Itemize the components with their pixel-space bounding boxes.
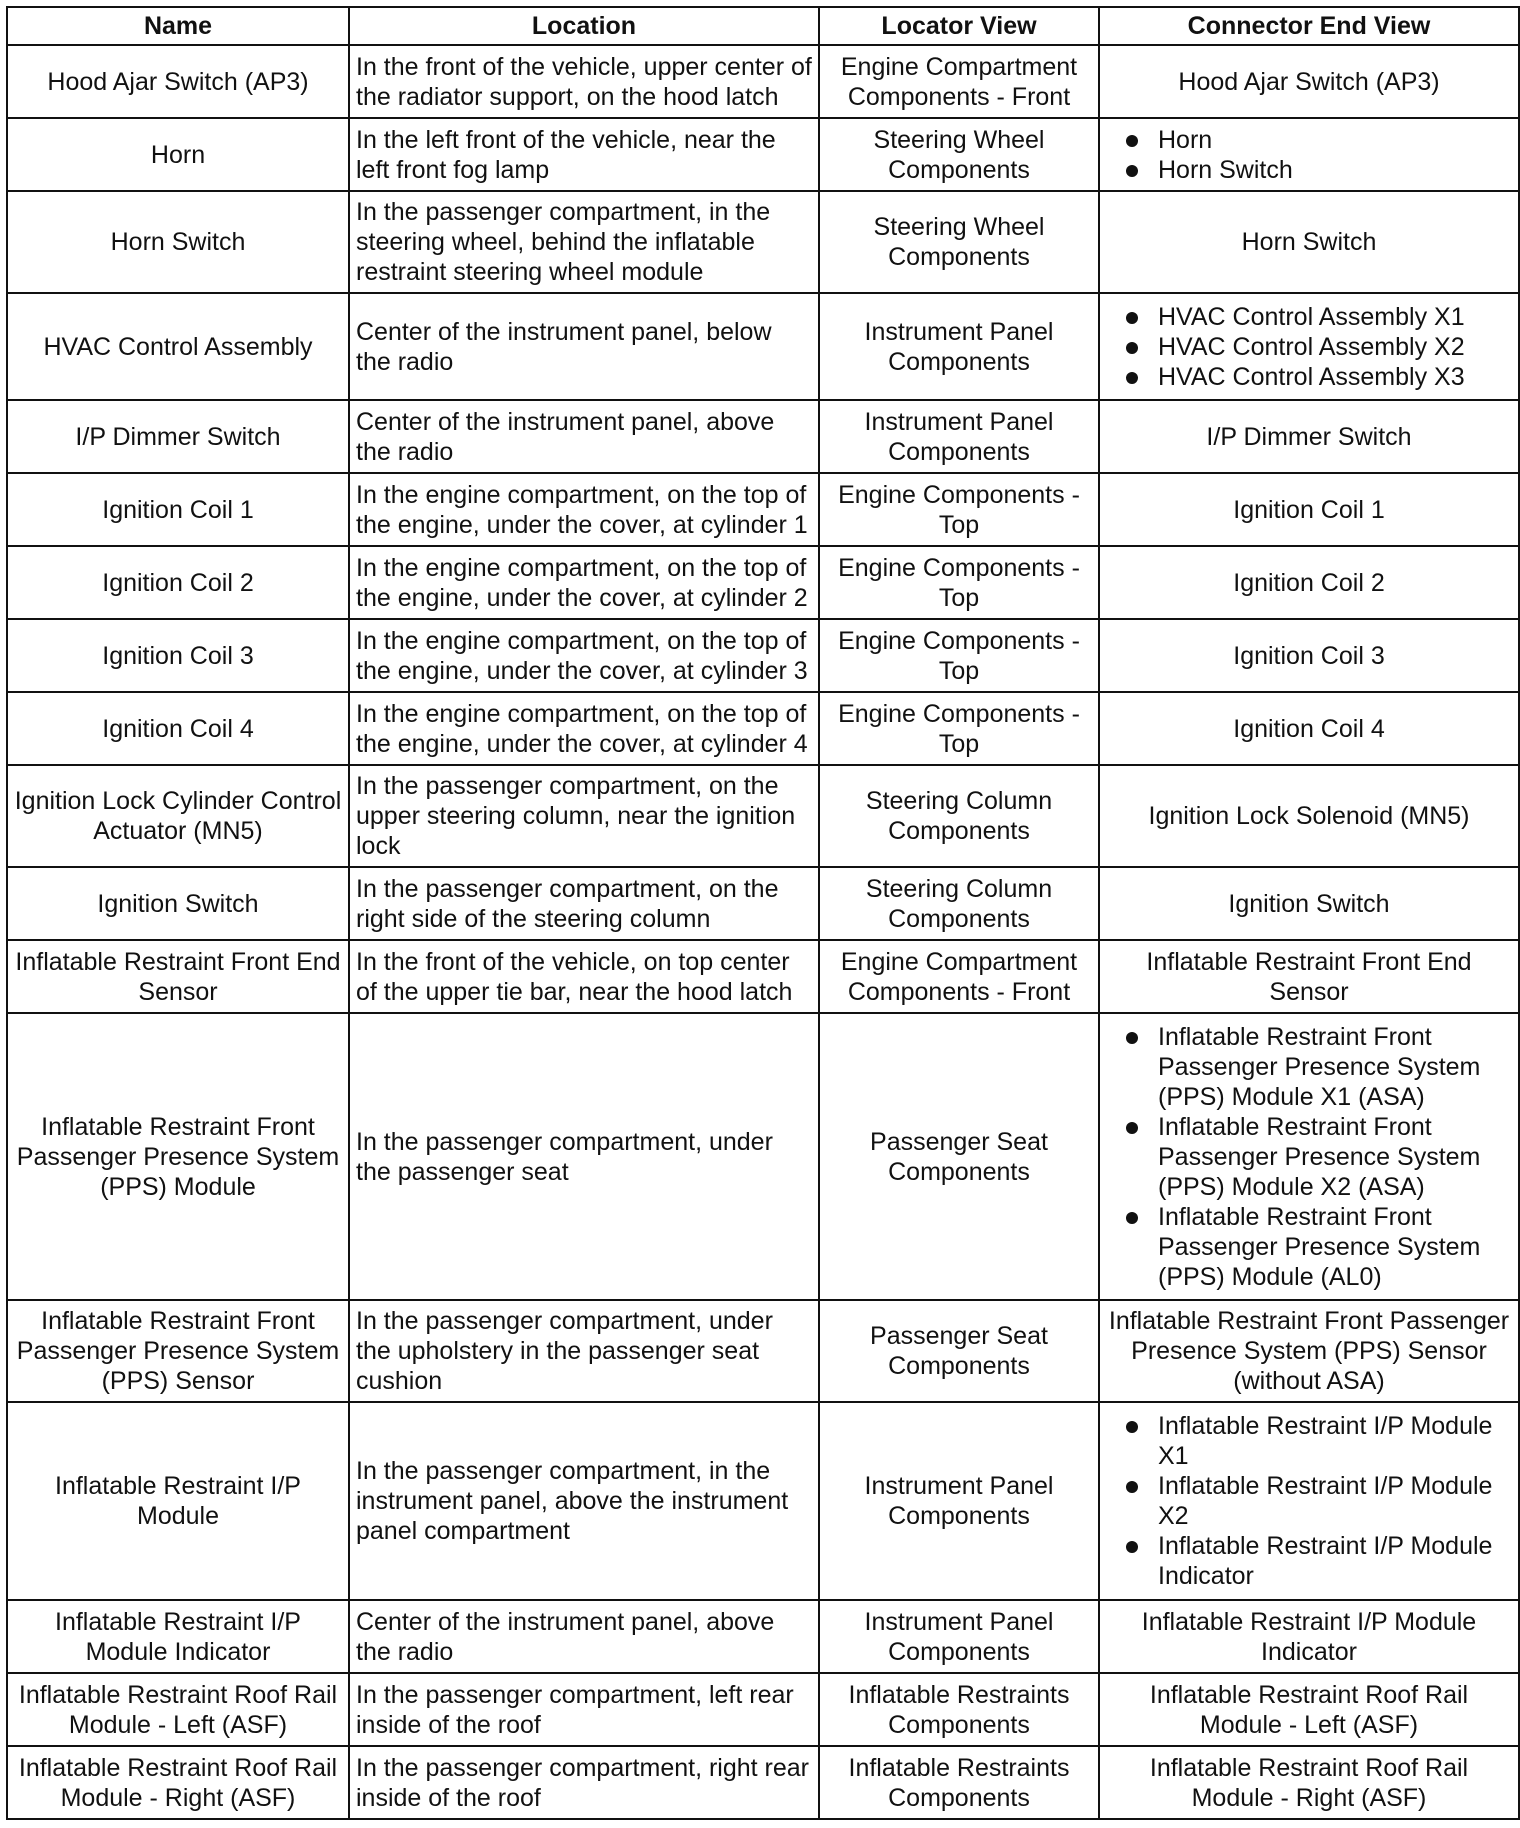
header-row xyxy=(7,7,1519,45)
cell-connector-end-view: Ignition Lock Solenoid (MN5) xyxy=(1099,765,1519,867)
table-row xyxy=(7,191,1519,293)
connector-list-item: HVAC Control Assembly X3 xyxy=(1126,362,1512,392)
cell-location: In the left front of the vehicle, near the left front fog lamp xyxy=(349,118,819,191)
table-row xyxy=(7,1013,1519,1300)
connector-list-item: Inflatable Restraint Front Passenger Presence System (PPS) Module (AL0) xyxy=(1126,1202,1512,1292)
table-row xyxy=(7,45,1519,118)
cell-connector-end-view: Horn Switch xyxy=(1099,191,1519,293)
cell-location: In the engine compartment, on the top of the engine, under the cover, at cylinder 4 xyxy=(349,692,819,765)
cell-locator-view: Engine Compartment Components - Front xyxy=(819,940,1099,1013)
cell-name: Ignition Coil 4 xyxy=(7,692,349,765)
cell-connector-end-view: Inflatable Restraint Front Passenger Presence System (PPS) Sensor (without ASA) xyxy=(1099,1300,1519,1402)
cell-location: Center of the instrument panel, below the radio xyxy=(349,293,819,400)
table-row xyxy=(7,1300,1519,1402)
connector-list-item: HVAC Control Assembly X2 xyxy=(1126,332,1512,362)
table-row xyxy=(7,1746,1519,1819)
table-row xyxy=(7,867,1519,940)
cell-locator-view: Inflatable Restraints Components xyxy=(819,1673,1099,1746)
cell-connector-end-view: Inflatable Restraint I/P Module Indicator xyxy=(1099,1600,1519,1673)
cell-name: Ignition Coil 2 xyxy=(7,546,349,619)
connector-list xyxy=(1106,125,1512,185)
table-row xyxy=(7,400,1519,473)
connector-list-item: Inflatable Restraint I/P Module X1 xyxy=(1126,1411,1512,1471)
cell-locator-view: Engine Components - Top xyxy=(819,473,1099,546)
connector-list xyxy=(1106,1022,1512,1292)
cell-location: In the engine compartment, on the top of the engine, under the cover, at cylinder 3 xyxy=(349,619,819,692)
cell-locator-view: Engine Components - Top xyxy=(819,692,1099,765)
connector-list-item: Inflatable Restraint I/P Module X2 xyxy=(1126,1471,1512,1531)
header-name: Name xyxy=(7,7,349,45)
cell-name: HVAC Control Assembly xyxy=(7,293,349,400)
cell-locator-view: Instrument Panel Components xyxy=(819,1600,1099,1673)
cell-connector-end-view: Inflatable Restraint Roof Rail Module - Left (ASF) xyxy=(1099,1673,1519,1746)
table-row xyxy=(7,619,1519,692)
cell-name: Inflatable Restraint Front End Sensor xyxy=(7,940,349,1013)
cell-location: Center of the instrument panel, above the radio xyxy=(349,1600,819,1673)
connector-list xyxy=(1106,1411,1512,1591)
header-connector-end-view: Connector End View xyxy=(1099,7,1519,45)
cell-connector-end-view xyxy=(1099,118,1519,191)
connector-list-item: Horn Switch xyxy=(1126,155,1512,185)
cell-name: Inflatable Restraint Front Passenger Presence System (PPS) Sensor xyxy=(7,1300,349,1402)
table-row xyxy=(7,546,1519,619)
cell-name: Inflatable Restraint Front Passenger Presence System (PPS) Module xyxy=(7,1013,349,1300)
cell-locator-view: Engine Compartment Components - Front xyxy=(819,45,1099,118)
header-location: Location xyxy=(349,7,819,45)
cell-locator-view: Steering Column Components xyxy=(819,867,1099,940)
cell-locator-view: Steering Wheel Components xyxy=(819,191,1099,293)
cell-location: In the passenger compartment, left rear inside of the roof xyxy=(349,1673,819,1746)
cell-connector-end-view: Ignition Coil 2 xyxy=(1099,546,1519,619)
cell-location: In the passenger compartment, under the upholstery in the passenger seat cushion xyxy=(349,1300,819,1402)
cell-location: In the passenger compartment, on the right side of the steering column xyxy=(349,867,819,940)
connector-list-item: Inflatable Restraint Front Passenger Presence System (PPS) Module X1 (ASA) xyxy=(1126,1022,1512,1112)
cell-connector-end-view: I/P Dimmer Switch xyxy=(1099,400,1519,473)
table-row xyxy=(7,293,1519,400)
connector-list-item: Inflatable Restraint I/P Module Indicator xyxy=(1126,1531,1512,1591)
cell-name: Inflatable Restraint I/P Module xyxy=(7,1402,349,1600)
cell-location: In the passenger compartment, under the passenger seat xyxy=(349,1013,819,1300)
cell-locator-view: Inflatable Restraints Components xyxy=(819,1746,1099,1819)
cell-locator-view: Instrument Panel Components xyxy=(819,1402,1099,1600)
cell-name: Inflatable Restraint I/P Module Indicator xyxy=(7,1600,349,1673)
cell-location: In the front of the vehicle, upper center of the radiator support, on the hood latch xyxy=(349,45,819,118)
table-row xyxy=(7,1673,1519,1746)
cell-connector-end-view xyxy=(1099,1013,1519,1300)
cell-name: Ignition Lock Cylinder Control Actuator (MN5) xyxy=(7,765,349,867)
cell-connector-end-view xyxy=(1099,1402,1519,1600)
cell-connector-end-view: Ignition Switch xyxy=(1099,867,1519,940)
cell-location: In the engine compartment, on the top of the engine, under the cover, at cylinder 1 xyxy=(349,473,819,546)
cell-name: Hood Ajar Switch (AP3) xyxy=(7,45,349,118)
cell-connector-end-view: Ignition Coil 3 xyxy=(1099,619,1519,692)
cell-locator-view: Engine Components - Top xyxy=(819,619,1099,692)
cell-locator-view: Engine Components - Top xyxy=(819,546,1099,619)
cell-connector-end-view: Ignition Coil 4 xyxy=(1099,692,1519,765)
table-row xyxy=(7,118,1519,191)
cell-connector-end-view: Hood Ajar Switch (AP3) xyxy=(1099,45,1519,118)
connector-list-item: Horn xyxy=(1126,125,1512,155)
cell-name: Inflatable Restraint Roof Rail Module - Right (ASF) xyxy=(7,1746,349,1819)
cell-location: In the passenger compartment, in the steering wheel, behind the inflatable restraint steering wheel module xyxy=(349,191,819,293)
table-row xyxy=(7,940,1519,1013)
cell-name: Inflatable Restraint Roof Rail Module - Left (ASF) xyxy=(7,1673,349,1746)
header-locator-view: Locator View xyxy=(819,7,1099,45)
table-body xyxy=(7,45,1519,1819)
cell-locator-view: Passenger Seat Components xyxy=(819,1300,1099,1402)
connector-list xyxy=(1106,302,1512,392)
cell-locator-view: Steering Wheel Components xyxy=(819,118,1099,191)
table-row xyxy=(7,1600,1519,1673)
table-row xyxy=(7,1402,1519,1600)
cell-name: Ignition Switch xyxy=(7,867,349,940)
cell-locator-view: Instrument Panel Components xyxy=(819,400,1099,473)
connector-list-item: Inflatable Restraint Front Passenger Presence System (PPS) Module X2 (ASA) xyxy=(1126,1112,1512,1202)
cell-locator-view: Passenger Seat Components xyxy=(819,1013,1099,1300)
cell-connector-end-view: Ignition Coil 1 xyxy=(1099,473,1519,546)
cell-name: Ignition Coil 3 xyxy=(7,619,349,692)
table-row xyxy=(7,473,1519,546)
cell-location: In the passenger compartment, right rear inside of the roof xyxy=(349,1746,819,1819)
table-row xyxy=(7,765,1519,867)
cell-name: Ignition Coil 1 xyxy=(7,473,349,546)
connector-list-item: HVAC Control Assembly X1 xyxy=(1126,302,1512,332)
cell-connector-end-view: Inflatable Restraint Front End Sensor xyxy=(1099,940,1519,1013)
cell-location: In the passenger compartment, on the upper steering column, near the ignition lock xyxy=(349,765,819,867)
cell-location: In the passenger compartment, in the instrument panel, above the instrument panel compartment xyxy=(349,1402,819,1600)
cell-connector-end-view xyxy=(1099,293,1519,400)
component-locator-table xyxy=(6,6,1520,1820)
cell-name: Horn Switch xyxy=(7,191,349,293)
cell-name: I/P Dimmer Switch xyxy=(7,400,349,473)
cell-location: Center of the instrument panel, above the radio xyxy=(349,400,819,473)
cell-location: In the front of the vehicle, on top center of the upper tie bar, near the hood latch xyxy=(349,940,819,1013)
table-row xyxy=(7,692,1519,765)
cell-locator-view: Instrument Panel Components xyxy=(819,293,1099,400)
cell-name: Horn xyxy=(7,118,349,191)
cell-locator-view: Steering Column Components xyxy=(819,765,1099,867)
component-locator-table-wrapper xyxy=(6,6,1518,1820)
cell-location: In the engine compartment, on the top of the engine, under the cover, at cylinder 2 xyxy=(349,546,819,619)
cell-connector-end-view: Inflatable Restraint Roof Rail Module - Right (ASF) xyxy=(1099,1746,1519,1819)
